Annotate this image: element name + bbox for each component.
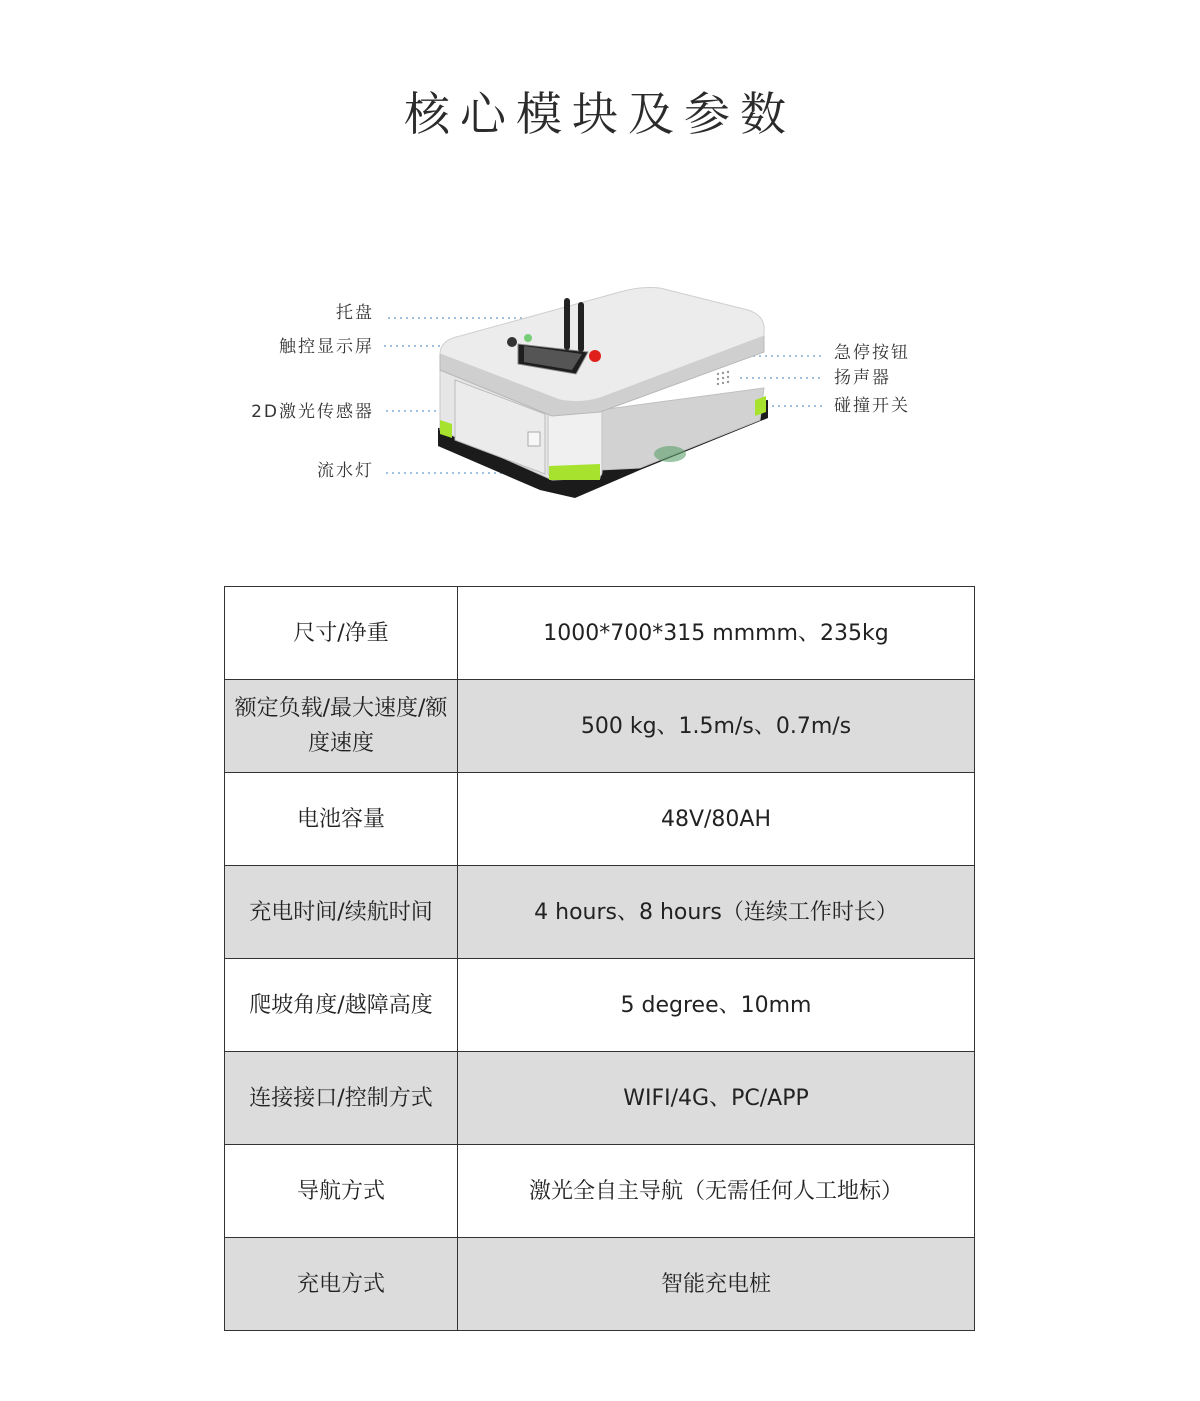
spec-value: 激光全自主导航（无需任何人工地标）	[458, 1145, 975, 1238]
table-row	[225, 680, 975, 773]
table-row	[225, 866, 975, 959]
antenna	[564, 298, 570, 350]
spec-label: 导航方式	[225, 1145, 458, 1238]
light-strip-front	[549, 464, 600, 480]
table-row	[225, 1145, 975, 1238]
emergency-stop-button	[589, 350, 601, 362]
spec-table	[224, 586, 975, 1331]
callout-2d-laser-sensor: 2D激光传感器	[251, 402, 374, 422]
speaker-grille	[717, 371, 729, 385]
table-row	[225, 587, 975, 680]
spec-label: 连接接口/控制方式	[225, 1052, 458, 1145]
spec-value: 4 hours、8 hours（连续工作时长）	[458, 866, 975, 959]
callout-collision-switch: 碰撞开关	[834, 396, 910, 416]
table-row	[225, 959, 975, 1052]
callout-light-strip: 流水灯	[317, 461, 374, 481]
table-row	[225, 1052, 975, 1145]
spec-label: 额定负载/最大速度/额度速度	[225, 680, 458, 773]
spec-value: 500 kg、1.5m/s、0.7m/s	[458, 680, 975, 773]
antenna	[578, 302, 584, 352]
page-title: 核心模块及参数	[404, 87, 796, 141]
spec-value: 1000*700*315 mmmm、235kg	[458, 587, 975, 680]
spec-label: 电池容量	[225, 773, 458, 866]
spec-value: 5 degree、10mm	[458, 959, 975, 1052]
spec-label: 爬坡角度/越障高度	[225, 959, 458, 1052]
callout-emergency-stop: 急停按钮	[834, 343, 910, 363]
spec-label: 充电时间/续航时间	[225, 866, 458, 959]
table-row	[225, 1238, 975, 1331]
spec-value: 智能充电桩	[458, 1238, 975, 1331]
table-row	[225, 773, 975, 866]
robot-diagram	[0, 270, 1200, 520]
callout-touch-screen: 触控显示屏	[279, 337, 374, 357]
callout-tray: 托盘	[336, 303, 374, 323]
callout-speaker: 扬声器	[834, 368, 891, 388]
spec-value: WIFI/4G、PC/APP	[458, 1052, 975, 1145]
spec-value: 48V/80AH	[458, 773, 975, 866]
spec-label: 尺寸/净重	[225, 587, 458, 680]
robot-illustration	[0, 270, 1200, 520]
spec-label: 充电方式	[225, 1238, 458, 1331]
